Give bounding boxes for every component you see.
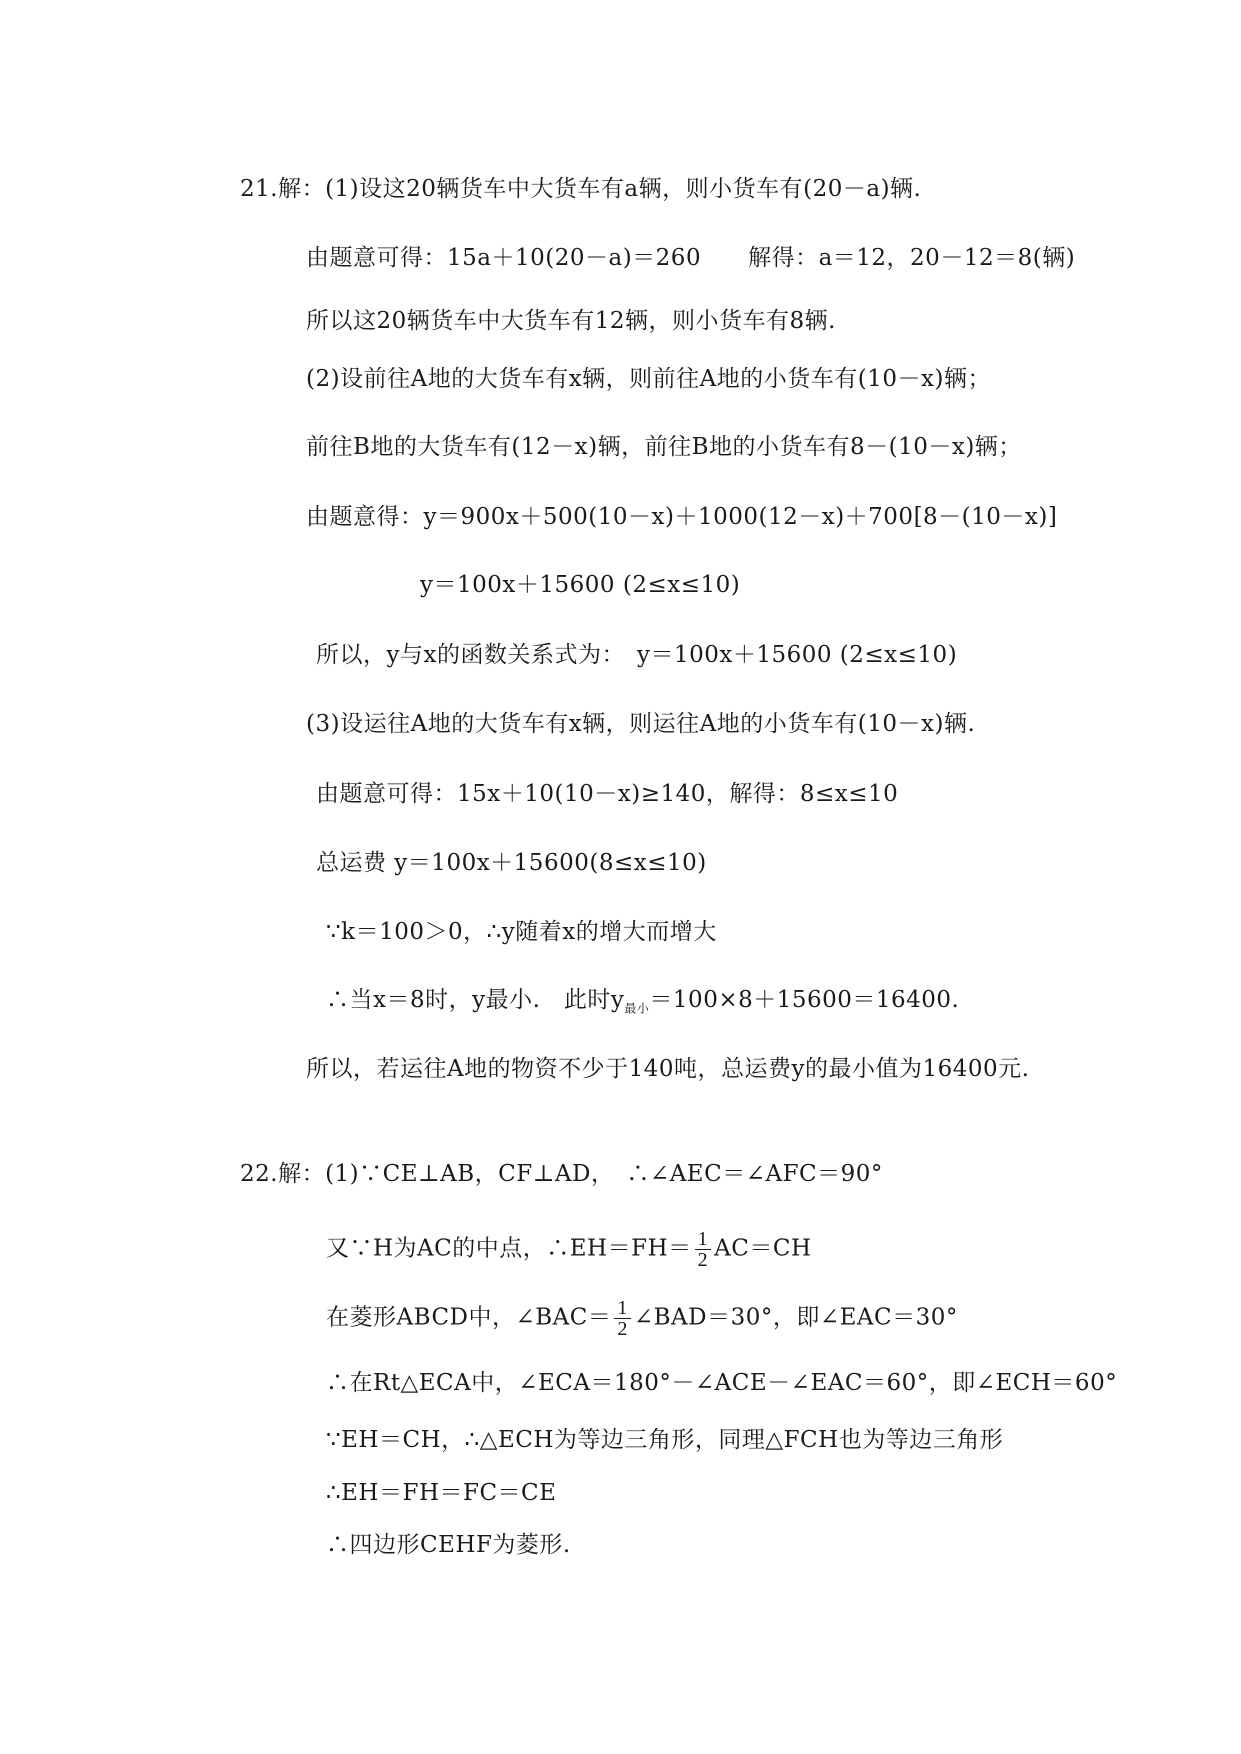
q22-line-3: [326, 1297, 958, 1340]
q22-line-2: [326, 1228, 812, 1271]
q21-line-3: 所以这20辆货车中大货车有12辆，则小货车有8辆.: [306, 308, 836, 334]
q21-line-13-subscript: 最小: [624, 1001, 650, 1016]
q21-line-1: 21.解：(1)设这20辆货车中大货车有a辆，则小货车有(20－a)辆.: [240, 176, 922, 202]
q22-line-3-rest: ∠BAD＝30°，即∠EAC＝30°: [633, 1304, 958, 1331]
q21-line-4: (2)设前往A地的大货车有x辆，则前往A地的小货车有(10－x)辆；: [306, 366, 991, 392]
q22-line-1: 22.解：(1)∵CE⊥AB，CF⊥AD， ∴∠AEC＝∠AFC＝90°: [240, 1161, 883, 1187]
q21-line-14: 所以，若运往A地的物资不少于140吨，总运费y的最小值为16400元.: [306, 1056, 1030, 1082]
q21-line-12: ∵k＝100＞0，∴y随着x的增大而增大: [326, 919, 717, 945]
q21-line-13-result: ＝100×8＋15600＝16400.: [649, 987, 960, 1013]
fraction-one-half: $\frac{1}{2}$: [614, 1298, 631, 1339]
q22-line-7: ∴四边形CEHF为菱形.: [326, 1532, 571, 1558]
q22-line-4: ∴在Rt△ECA中，∠ECA＝180°－∠ACE－∠EAC＝60°，即∠ECH＝60°: [326, 1370, 1118, 1396]
q21-line-8: 所以，y与x的函数关系式为： y＝100x＋15600 (2≤x≤10): [316, 642, 958, 668]
q21-line-7: y＝100x＋15600 (2≤x≤10): [420, 572, 741, 598]
fraction-one-half: $\frac{1}{2}$: [695, 1229, 712, 1270]
q22-line-2-rest: AC＝CH: [714, 1235, 812, 1262]
q21-line-11: 总运费 y＝100x＋15600(8≤x≤10): [316, 850, 707, 876]
q21-line-13-text: ∴当x＝8时，y最小. 此时y: [326, 987, 625, 1013]
q21-line-5: 前往B地的大货车有(12－x)辆，前往B地的小货车有8－(10－x)辆；: [306, 434, 1022, 460]
q22-line-2-text: 又∵H为AC的中点，∴EH＝FH＝: [326, 1235, 692, 1262]
q21-line-2: 由题意可得：15a＋10(20－a)＝260 解得：a＝12，20－12＝8(辆): [306, 245, 1076, 271]
q21-line-9: (3)设运往A地的大货车有x辆，则运往A地的小货车有(10－x)辆.: [306, 711, 976, 737]
q21-line-13: [326, 985, 959, 1015]
q22-line-5: ∵EH＝CH，∴△ECH为等边三角形，同理△FCH也为等边三角形: [326, 1427, 1004, 1453]
q21-line-10: 由题意可得：15x＋10(10－x)≥140，解得：8≤x≤10: [316, 781, 899, 807]
q21-line-6: 由题意得：y＝900x＋500(10－x)＋1000(12－x)＋700[8－(10－x)]: [306, 504, 1058, 530]
q22-line-6: ∴EH＝FH＝FC＝CE: [326, 1480, 557, 1506]
q22-line-3-text: 在菱形ABCD中，∠BAC＝: [326, 1304, 612, 1331]
